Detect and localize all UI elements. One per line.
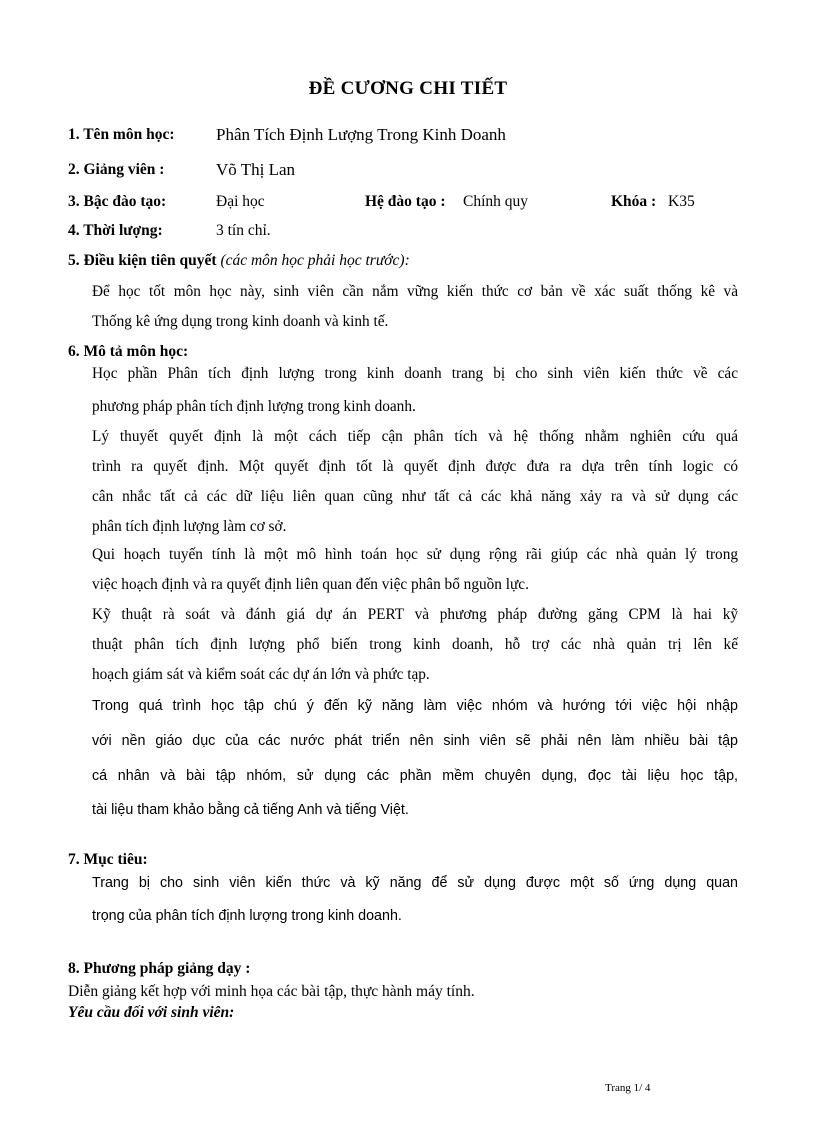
description-line: cân nhắc tất cả các dữ liệu liên quan cũng như tất cả các khả năng xảy ra và sử dụng các — [92, 488, 738, 505]
document-title: ĐỀ CƯƠNG CHI TIẾT — [308, 78, 508, 99]
prerequisites-label: 5. Điều kiện tiên quyết — [68, 252, 217, 269]
prerequisites-heading — [68, 252, 410, 270]
description-line: việc hoạch định và ra quyết định liên quan đến việc phân bổ nguồn lực. — [92, 576, 529, 593]
description-line: cá nhân và bài tập nhóm, sử dụng các phần mềm chuyên dụng, đọc tài liệu học tập, — [92, 768, 738, 784]
description-line: tài liệu tham khảo bằng cả tiếng Anh và tiếng Việt. — [92, 802, 409, 818]
objectives-line: trọng của phân tích định lượng trong kinh doanh. — [92, 908, 402, 924]
lecturer-label: 2. Giảng viên : — [68, 161, 165, 178]
lecturer-value: Võ Thị Lan — [216, 160, 296, 179]
description-line: Qui hoạch tuyến tính là một mô hình toán học sử dụng rộng rãi giúp các nhà quản lý trong — [92, 546, 738, 563]
description-line: Lý thuyết quyết định là một cách tiếp cận phân tích và hệ thống nhằm nghiên cứu quá — [92, 428, 738, 445]
objectives-label: 7. Mục tiêu: — [68, 851, 148, 868]
cohort-value: K35 — [668, 193, 695, 210]
description-line: phương pháp phân tích định lượng trong kinh doanh. — [92, 398, 416, 415]
level-label: 3. Bậc đào tạo: — [68, 193, 167, 210]
description-line: Trong quá trình học tập chú ý đến kỹ năng làm việc nhóm và hướng tới việc hội nhập — [92, 698, 738, 714]
prerequisites-line: Để học tốt môn học này, sinh viên cần nắm vững kiến thức cơ bản về xác suất thống kê và — [92, 283, 738, 300]
course-name-value: Phân Tích Định Lượng Trong Kinh Doanh — [216, 125, 506, 144]
description-line: phân tích định lượng làm cơ sở. — [92, 518, 287, 535]
prerequisites-line: Thống kê ứng dụng trong kinh doanh và kinh tế. — [92, 313, 389, 330]
duration-label: 4. Thời lượng: — [68, 222, 163, 239]
training-system-label: Hệ đào tạo : — [365, 193, 446, 210]
objectives-line: Trang bị cho sinh viên kiến thức và kỹ năng để sử dụng được một số ứng dụng quan — [92, 875, 738, 891]
cohort-label: Khóa : — [611, 193, 657, 210]
description-line: hoạch giám sát và kiểm soát các dự án lớn và phức tạp. — [92, 666, 430, 683]
prerequisites-note: (các môn học phải học trước): — [220, 252, 410, 269]
training-system-value: Chính quy — [463, 193, 529, 210]
level-value: Đại học — [216, 193, 265, 210]
description-line: Học phần Phân tích định lượng trong kinh doanh trang bị cho sinh viên kiến thức về các — [92, 365, 738, 382]
description-line: thuật phân tích định lượng phổ biến trong kinh doanh, hỗ trợ các nhà quản trị lên kế — [92, 636, 738, 653]
duration-value: 3 tín chỉ. — [216, 222, 271, 239]
methods-text: Diễn giảng kết hợp với minh họa các bài tập, thực hành máy tính. — [68, 983, 475, 1000]
description-line: với nền giáo dục của các nước phát triển nên sinh viên sẽ phải nên làm nhiều bài tập — [92, 733, 738, 749]
page-number: Trang 1/ 4 — [605, 1082, 651, 1094]
course-name-label: 1. Tên môn học: — [68, 126, 175, 143]
description-label: 6. Mô tả môn học: — [68, 343, 189, 360]
methods-label: 8. Phương pháp giảng dạy : — [68, 960, 251, 977]
description-line: trình ra quyết định. Một quyết định tốt là quyết định được đưa ra dựa trên tính logic có — [92, 458, 738, 475]
student-requirements-label: Yêu cầu đối với sinh viên: — [68, 1004, 235, 1021]
description-line: Kỹ thuật rà soát và đánh giá dự án PERT và phương pháp đường găng CPM là hai kỹ — [92, 606, 738, 623]
